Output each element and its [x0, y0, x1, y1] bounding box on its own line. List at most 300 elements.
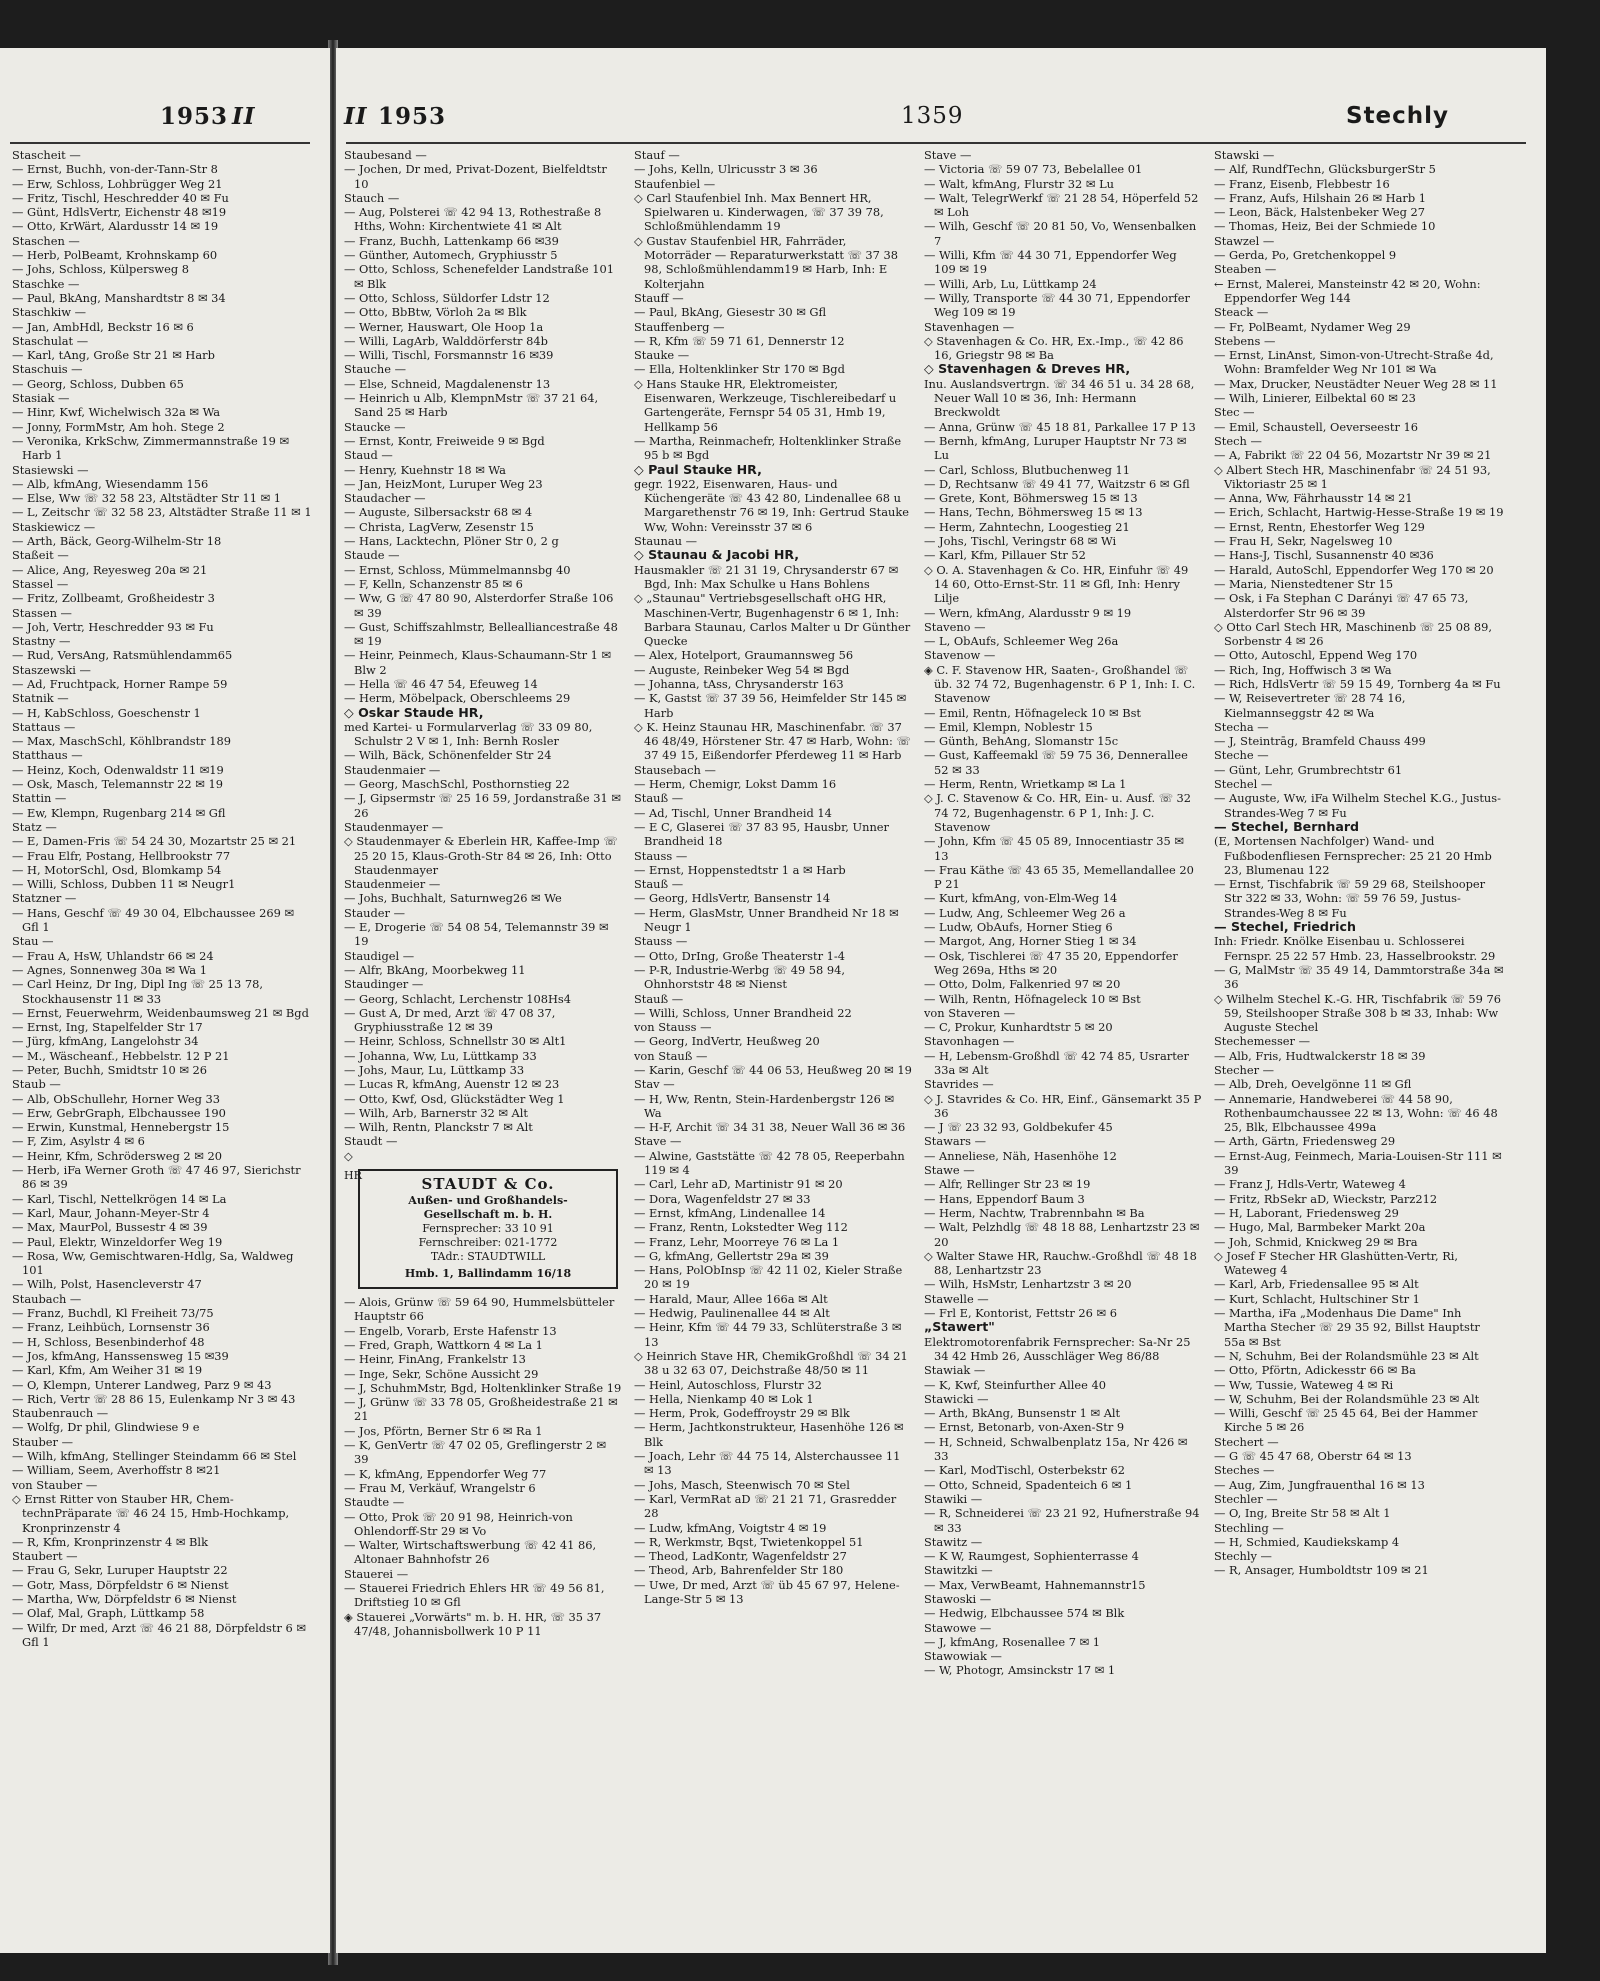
directory-entry: — Otto, DrIng, Große Theaterstr 1-4	[634, 948, 845, 963]
right-header-rule	[346, 142, 1526, 144]
directory-entry: ◇ K. Heinz Staunau HR, Maschinenfabr. ☏ 37 46 48/49, Hörstener Str. 47 ✉ Harb, Wohn: ☏ 37 49 15, Eißendorfer Pferdeweg 11 ✉ Harb	[634, 719, 911, 763]
surname-heading: Stassel —	[12, 576, 69, 591]
directory-entry: — Lucas R, kfmAng, Auenstr 12 ✉ 23	[344, 1077, 560, 1092]
directory-entry: — Gust A, Dr med, Arzt ☏ 47 08 37, Gryphiusstraße 12 ✉ 39	[344, 1005, 556, 1035]
directory-entry: — Wilh, Arb, Barnerstr 32 ✉ Alt	[344, 1105, 528, 1120]
directory-block	[344, 820, 622, 877]
directory-block	[924, 1292, 1202, 1321]
directory-entry: — K W, Raumgest, Sophienterrasse 4	[924, 1549, 1139, 1564]
directory-entry: — Emil, Schaustell, Oeverseestr 16	[1214, 419, 1419, 434]
surname-heading: Stauche —	[344, 362, 406, 377]
ad-title: STAUDT & Co.	[421, 1175, 555, 1194]
surname-heading: Staudenmayer —	[344, 819, 444, 834]
directory-entry: ◇ Albert Stech HR, Maschinenfabr ☏ 24 51 93, Viktoriastr 25 ✉ 1	[1214, 462, 1491, 491]
directory-entry: — Inge, Sekr, Schöne Aussicht 29	[344, 1366, 539, 1381]
directory-entry: — Rich, Ing, Hoffwisch 3 ✉ Wa	[1214, 662, 1392, 677]
directory-block	[344, 1567, 622, 1638]
directory-entry: — Franz, Buchdl, Kl Freiheit 73/75	[12, 1306, 214, 1321]
directory-entry: — H, Schmied, Kaudiekskamp 4	[1214, 1534, 1400, 1549]
directory-entry: — Ernst, Feuerwehrm, Weidenbaumsweg 21 ✉ Bgd	[12, 1005, 309, 1020]
directory-entry: — Rich, Vertr ☏ 28 86 15, Eulenkamp Nr 3 ✉ 43	[12, 1391, 296, 1406]
directory-block	[924, 1563, 1202, 1592]
directory-entry: — Frau Elfr, Postang, Hellbrookstr 77	[12, 848, 231, 863]
surname-heading: Staschkiw —	[12, 305, 87, 320]
directory-entry: — Olaf, Mal, Graph, Lüttkamp 58	[12, 1606, 205, 1621]
surname-heading: Stauß —	[634, 791, 684, 806]
directory-entry: — Karl, ModTischl, Osterbekstr 62	[924, 1463, 1126, 1478]
directory-entry: — Walt, kfmAng, Flurstr 32 ✉ Lu	[924, 176, 1114, 191]
directory-entry: — Harald, Maur, Allee 166a ✉ Alt	[634, 1291, 828, 1306]
directory-entry: — Frau M, Verkäuf, Wrangelstr 6	[344, 1480, 536, 1495]
directory-entry: — Ww, G ☏ 47 80 90, Alsterdorfer Straße 106 ✉ 39	[344, 591, 614, 620]
directory-entry: — Günt, Lehr, Grumbrechtstr 61	[1214, 762, 1403, 777]
left-page-header	[0, 103, 330, 143]
directory-entry: Elektromotorenfabrik Fernsprecher: Sa-Nr 25 34 42 Hmb 26, Ausschläger Weg 86/88	[924, 1334, 1191, 1363]
directory-entry: — Frl E, Kontorist, Fettstr 26 ✉ 6	[924, 1306, 1117, 1321]
surname-heading: Stastny —	[12, 634, 71, 649]
directory-entry: — Otto, Schloss, Süldorfer Ldstr 12	[344, 290, 550, 305]
directory-entry: — Osk, i Fa Stephan C Darányi ☏ 47 65 73, Alsterdorfer Str 96 ✉ 39	[1214, 591, 1469, 620]
directory-entry: — Kurt, kfmAng, von-Elm-Weg 14	[924, 891, 1118, 906]
directory-entry: — Heinr, Schloss, Schnellstr 30 ✉ Alt1	[344, 1034, 567, 1049]
directory-entry: — J, Gipsermstr ☏ 25 16 59, Jordanstraße 31 ✉ 26	[344, 791, 621, 820]
directory-block	[12, 362, 312, 391]
directory-block	[12, 577, 312, 606]
directory-entry: — M., Wäscheanf., Hebbelstr. 12 P 21	[12, 1048, 230, 1063]
directory-block	[1214, 1492, 1504, 1521]
directory-entry: (E, Mortensen Nachfolger) Wand- und Fußbodenfliesen Fernsprecher: 25 21 20 Hmb 23, Blumenau 122	[1214, 834, 1492, 877]
directory-entry: — L, ObAufs, Schleemer Weg 26a	[924, 634, 1119, 649]
directory-entry: — Otto, Kwf, Osd, Glückstädter Weg 1	[344, 1091, 565, 1106]
directory-entry: — Ludw, ObAufs, Horner Stieg 6	[924, 920, 1113, 935]
directory-entry: — Willi, Schloss, Dubben 11 ✉ Neugr1	[12, 877, 236, 892]
directory-block	[12, 1549, 312, 1649]
firm-name: ◇ Oskar Staude HR,	[344, 704, 484, 720]
directory-entry: — G, kfmAng, Gellertstr 29a ✉ 39	[634, 1248, 829, 1263]
directory-entry: — Karl, VermRat aD ☏ 21 21 71, Grasredder 28	[634, 1491, 897, 1521]
directory-entry: — Willi, Geschf ☏ 25 45 64, Bei der Hammer Kirche 5 ✉ 26	[1214, 1406, 1478, 1435]
directory-entry: — H, Laborant, Friedensweg 29	[1214, 1205, 1399, 1220]
surname-heading: Staucke —	[344, 419, 406, 434]
directory-entry: — Jonny, FormMstr, Am hoh. Stege 2	[12, 419, 225, 434]
directory-block	[924, 1363, 1202, 1392]
directory-block	[12, 691, 312, 720]
directory-entry: — Ernst, Schloss, Mümmelmannsbg 40	[344, 562, 571, 577]
directory-entry: — Wilh, Linierer, Eilbektal 60 ✉ 23	[1214, 391, 1416, 406]
directory-block	[12, 720, 312, 749]
directory-entry: — Johs, Tischl, Veringstr 68 ✉ Wi	[924, 534, 1117, 549]
surname-heading: Statzner —	[12, 891, 77, 906]
surname-heading: Staudacher —	[344, 491, 426, 506]
directory-entry: — H-F, Archit ☏ 34 31 38, Neuer Wall 36 ✉ 36	[634, 1120, 906, 1135]
directory-entry: ◇ J. Stavrides & Co. HR, Einf., Gänsemarkt 35 P 36	[924, 1091, 1202, 1120]
directory-entry: — Paul, Elektr, Winzeldorfer Weg 19	[12, 1234, 223, 1249]
directory-entry: — Ww, Tussie, Wateweg 4 ✉ Ri	[1214, 1377, 1394, 1392]
directory-entry: — Auguste, Silbersackstr 68 ✉ 4	[344, 505, 533, 520]
surname-heading: Stecha —	[1214, 719, 1269, 734]
directory-block	[12, 520, 312, 549]
directory-entry: — K, Kwf, Steinfurther Allee 40	[924, 1377, 1106, 1392]
firm-name: ◇ Stavenhagen & Dreves HR,	[924, 361, 1131, 377]
surname-heading: Staschuis —	[12, 362, 83, 377]
surname-heading: Stauss —	[634, 934, 688, 949]
surname-heading: Staub —	[12, 1077, 61, 1092]
directory-entry: — Veronika, KrkSchw, Zimmermannstraße 19 ✉ Harb 1	[12, 433, 290, 463]
surname-heading: Stauß —	[634, 877, 684, 892]
surname-heading: Stawowe —	[924, 1620, 992, 1635]
directory-entry: — Wilh, Bäck, Schönenfelder Str 24	[344, 748, 552, 763]
directory-entry: — Aug, Zim, Jungfrauenthal 16 ✉ 13	[1214, 1477, 1425, 1492]
surname-heading: Staskiewicz —	[12, 519, 96, 534]
directory-entry: — Thomas, Heiz, Bei der Schmiede 10	[1214, 219, 1436, 234]
directory-entry: ◇ Otto Carl Stech HR, Maschinenb ☏ 25 08 89, Sorbenstr 4 ✉ 26	[1214, 619, 1492, 649]
directory-entry: — Otto, BbBtw, Vörloh 2a ✉ Blk	[344, 305, 527, 320]
surname-heading: Staubesand —	[344, 148, 427, 162]
directory-entry: — Emil, Rentn, Höfnageleck 10 ✉ Bst	[924, 705, 1141, 720]
directory-block	[344, 977, 622, 1134]
directory-entry: — E, Damen-Fris ☏ 54 24 30, Mozartstr 25 ✉ 21	[12, 834, 297, 849]
directory-entry: — Herm, Prok, Godeffroystr 29 ✉ Blk	[634, 1406, 850, 1421]
directory-entry: ◇ Wilhelm Stechel K.-G. HR, Tischfabrik ☏ 59 76 59, Steilshooper Straße 308 b ✉ 33, Inhab: Ww Auguste Stechel	[1214, 991, 1502, 1035]
directory-entry: — Wern, kfmAng, Alardusstr 9 ✉ 19	[924, 605, 1132, 620]
directory-entry: — H, Ww, Rentn, Stein-Hardenbergstr 126 ✉ Wa	[634, 1091, 894, 1120]
surname-heading: Stawski —	[1214, 148, 1275, 162]
directory-entry: ◈ Stauerei „Vorwärts" m. b. H. HR, ☏ 35 37 47/48, Johannisbollwerk 10 P 11	[344, 1609, 602, 1638]
directory-entry: — L, Zeitschr ☏ 32 58 23, Altstädter Straße 11 ✉ 1	[12, 505, 312, 520]
surname-heading: Stawe —	[924, 1163, 975, 1178]
directory-entry: — Engelb, Vorarb, Erste Hafenstr 13	[344, 1323, 557, 1338]
directory-entry: — Georg, Schloss, Dubben 65	[12, 376, 184, 391]
directory-entry: ◇ „Staunau" Vertriebsgesellschaft oHG HR, Maschinen-Vertr, Bugenhagenstr 6 ✉ 1, Inh: Barbara Staunau, Carlos Malter u Dr Günther Quecke	[634, 591, 911, 649]
directory-entry: — William, Seem, Averhoffstr 8 ✉21	[12, 1463, 221, 1478]
directory-entry: — Rich, HdlsVertr ☏ 59 15 49, Tornberg 4a ✉ Fu	[1214, 676, 1501, 691]
surname-heading: Stec —	[1214, 405, 1255, 420]
directory-entry: — Joh, Schmid, Knickweg 29 ✉ Bra	[1214, 1234, 1418, 1249]
directory-entry: — Alb, Dreh, Oevelgönne 11 ✉ Gfl	[1214, 1077, 1412, 1092]
directory-entry: — N, Schuhm, Bei der Rolandsmühle 23 ✉ Alt	[1214, 1348, 1479, 1363]
directory-block	[344, 548, 622, 705]
directory-block	[1214, 334, 1504, 405]
directory-entry: — Herm, Nachtw, Trabrennbahn ✉ Ba	[924, 1205, 1145, 1220]
directory-entry: — Hedwig, Paulinenallee 44 ✉ Alt	[634, 1306, 830, 1321]
surname-heading: Stawitzki —	[924, 1563, 993, 1578]
directory-block	[344, 906, 622, 949]
directory-entry: — Herm, Chemigr, Lokst Damm 16	[634, 777, 837, 792]
directory-entry: — Ad, Tischl, Unner Brandheid 14	[634, 805, 832, 820]
directory-entry: — Alois, Grünw ☏ 59 64 90, Hummelsbütteler Hauptstr 66	[344, 1295, 615, 1324]
directory-entry: — Martha, Reinmachefr, Holtenklinker Straße 95 b ✉ Bgd	[634, 433, 902, 463]
directory-block	[344, 706, 622, 763]
directory-block	[634, 1049, 912, 1078]
directory-entry: — O, Klempn, Unterer Landweg, Parz 9 ✉ 43	[12, 1377, 272, 1392]
directory-block	[634, 148, 912, 177]
directory-entry: — Willi, LagArb, Walddörferstr 84b	[344, 333, 548, 348]
directory-entry: — Ew, Klempn, Rugenbarg 214 ✉ Gfl	[12, 805, 226, 820]
directory-entry: — Emil, Klempn, Noblestr 15	[924, 719, 1093, 734]
directory-block	[12, 820, 312, 891]
surname-heading: Stauff —	[634, 290, 684, 305]
surname-heading: Staubach —	[12, 1291, 82, 1306]
directory-block	[924, 1034, 1202, 1077]
directory-block	[1214, 434, 1504, 720]
directory-entry: — Else, Ww ☏ 32 58 23, Altstädter Str 11 ✉ 1	[12, 491, 282, 506]
directory-entry: — Max, VerwBeamt, Hahnemannstr15	[924, 1577, 1146, 1592]
firm-name: ◇ Paul Stauke HR,	[634, 461, 762, 477]
directory-block	[634, 992, 912, 1021]
left-header-numeral: II	[232, 103, 256, 130]
directory-block	[12, 606, 312, 635]
directory-entry: — Wilh, Rentn, Höfnageleck 10 ✉ Bst	[924, 991, 1141, 1006]
surname-heading: Staschke —	[12, 276, 80, 291]
directory-entry: — Karl, Maur, Johann-Meyer-Str 4	[12, 1205, 210, 1220]
directory-entry: — Joh, Vertr, Heschredder 93 ✉ Fu	[12, 619, 214, 634]
surname-heading: Stauß —	[634, 991, 684, 1006]
directory-entry: Hausmakler ☏ 21 31 19, Chrysanderstr 67 ✉ Bgd, Inh: Max Schulke u Hans Bohlens	[634, 562, 899, 591]
directory-entry: — Herm, Jachtkonstrukteur, Hasenhöhe 126 ✉ Blk	[634, 1420, 904, 1449]
directory-block	[1214, 262, 1504, 305]
directory-entry: — P-R, Industrie-Werbg ☏ 49 58 94, Ohnhorststr 48 ✉ Nienst	[634, 962, 846, 992]
directory-entry: — Willi, Arb, Lu, Lüttkamp 24	[924, 276, 1097, 291]
directory-entry: — Else, Schneid, Magdalenenstr 13	[344, 376, 551, 391]
directory-entry: — Alb, Fris, Hudtwalckerstr 18 ✉ 39	[1214, 1048, 1426, 1063]
directory-block	[12, 548, 312, 577]
directory-block	[344, 148, 622, 191]
surname-heading: Stavonhagen —	[924, 1034, 1015, 1049]
surname-heading: Staßeit —	[12, 548, 69, 563]
directory-entry: — Ernst, Ing, Stapelfelder Str 17	[12, 1020, 203, 1035]
directory-entry: — Arth, BkAng, Bunsenstr 1 ✉ Alt	[924, 1406, 1121, 1421]
directory-entry: — John, Kfm ☏ 45 05 89, Innocentiastr 35 ✉ 13	[924, 834, 1184, 863]
surname-heading: Staudt —	[344, 1134, 398, 1149]
directory-block	[924, 1649, 1202, 1678]
directory-entry: — Frau G, Sekr, Luruper Hauptstr 22	[12, 1563, 228, 1578]
directory-entry: — Max, Drucker, Neustädter Neuer Weg 28 ✉ 11	[1214, 376, 1498, 391]
directory-entry: — Alex, Hotelport, Graumannsweg 56	[634, 648, 854, 663]
directory-entry: — Ernst, Betonarb, von-Axen-Str 9	[924, 1420, 1125, 1435]
directory-entry: — Johs, Buchhalt, Saturnweg26 ✉ We	[344, 891, 562, 906]
directory-entry: — Hans, Lacktechn, Plöner Str 0, 2 g	[344, 534, 559, 549]
page-number: 1359	[901, 103, 964, 129]
directory-entry: — Theod, Arb, Bahrenfelder Str 180	[634, 1563, 844, 1578]
directory-entry: — Herm, GlasMstr, Unner Brandheid Nr 18 ✉ Neugr 1	[634, 905, 899, 935]
directory-block	[1214, 405, 1504, 434]
directory-block	[924, 620, 1202, 649]
directory-block	[1214, 1463, 1504, 1492]
directory-block	[1214, 148, 1504, 234]
directory-entry: — Fritz, RbSekr aD, Wieckstr, Parz212	[1214, 1191, 1438, 1206]
directory-block	[1214, 820, 1504, 920]
directory-entry: — Heinz, Koch, Odenwaldstr 11 ✉19	[12, 762, 224, 777]
directory-block	[634, 1020, 912, 1049]
directory-entry: — Hans, PolObInsp ☏ 42 11 02, Kieler Straße 20 ✉ 19	[634, 1263, 903, 1292]
directory-entry: — Fred, Graph, Wattkorn 4 ✉ La 1	[344, 1337, 543, 1352]
directory-entry: — Otto, KrWärt, Alardusstr 14 ✉ 19	[12, 219, 219, 234]
directory-entry: — E C, Glaserei ☏ 37 83 95, Hausbr, Unner Brandheid 18	[634, 819, 889, 849]
directory-entry: — Franz, Eisenb, Flebbestr 16	[1214, 176, 1390, 191]
surname-heading: Stauss —	[634, 848, 688, 863]
directory-entry: — W, Schuhm, Bei der Rolandsmühle 23 ✉ Alt	[1214, 1391, 1480, 1406]
directory-entry: — Frau A, HsW, Uhlandstr 66 ✉ 24	[12, 948, 214, 963]
directory-entry: — Jan, AmbHdl, Beckstr 16 ✉ 6	[12, 319, 194, 334]
directory-entry: — J, SchuhmMstr, Bgd, Holtenklinker Straße 19	[344, 1380, 622, 1395]
right-column-1	[344, 148, 622, 1933]
firm-name: — Stechel, Bernhard	[1214, 818, 1360, 834]
right-header-numeral: II	[344, 103, 368, 130]
directory-entry: — Karl, Kfm, Pillauer Str 52	[924, 548, 1086, 563]
directory-entry: — Willi, Kfm ☏ 44 30 71, Eppendorfer Weg 109 ✉ 19	[924, 248, 1177, 277]
directory-entry: — Victoria ☏ 59 07 73, Bebelallee 01	[924, 162, 1143, 177]
directory-entry: — Karl, Tischl, Nettelkrögen 14 ✉ La	[12, 1191, 227, 1206]
directory-block	[344, 1295, 622, 1495]
surname-heading: Stechling —	[1214, 1520, 1284, 1535]
firm-name: „Stawert"	[924, 1319, 995, 1335]
directory-entry: — Jos, Pförtn, Berner Str 6 ✉ Ra 1	[344, 1423, 543, 1438]
surname-heading: Stave —	[924, 148, 972, 162]
directory-entry: — Hedwig, Elbchaussee 574 ✉ Blk	[924, 1606, 1125, 1621]
ad-hr-label: HR	[344, 1168, 362, 1182]
surname-heading: Stau —	[12, 934, 54, 949]
directory-block	[12, 748, 312, 791]
directory-entry: — Jos, kfmAng, Hanssensweg 15 ✉39	[12, 1348, 229, 1363]
surname-heading: Stechel —	[1214, 777, 1273, 792]
directory-entry: — Karl, Kfm, Am Weiher 31 ✉ 19	[12, 1363, 203, 1378]
directory-entry: — Johs, Kelln, Ulricusstr 3 ✉ 36	[634, 162, 818, 177]
ad-address: Hmb. 1, Ballindamm 16/18	[404, 1267, 572, 1281]
directory-entry: — Fritz, Tischl, Heschredder 40 ✉ Fu	[12, 190, 229, 205]
directory-entry: — Max, MaschSchl, Köhlbrandstr 189	[12, 734, 231, 749]
surname-heading: Staubenrauch —	[12, 1406, 109, 1421]
directory-entry: — Wilfr, Dr med, Arzt ☏ 46 21 88, Dörpfeldstr 6 ✉ Gfl 1	[12, 1620, 306, 1649]
directory-block	[344, 420, 622, 449]
directory-entry: — Hans-J, Tischl, Susannenstr 40 ✉36	[1214, 548, 1434, 563]
directory-entry: — Otto, Autoschl, Eppend Weg 170	[1214, 648, 1418, 663]
surname-heading: Stawitz —	[924, 1534, 983, 1549]
directory-entry: — Anna, Grünw ☏ 45 18 81, Parkallee 17 P 13	[924, 419, 1196, 434]
surname-heading: Staude —	[344, 548, 400, 563]
directory-entry: ◇ Josef F Stecher HR Glashütten-Vertr, Ri, Wateweg 4	[1214, 1248, 1459, 1278]
directory-entry: — Arth, Bäck, Georg-Wilhelm-Str 18	[12, 534, 222, 549]
directory-block	[344, 1495, 622, 1566]
directory-entry: — Stauerei Friedrich Ehlers HR ☏ 49 56 81, Driftstieg 10 ✉ Gfl	[344, 1581, 605, 1610]
directory-entry: — Günt, HdlsVertr, Eichenstr 48 ✉19	[12, 205, 227, 220]
directory-entry: — Erw, GebrGraph, Elbchaussee 190	[12, 1105, 226, 1120]
directory-entry: — Herm, Rentn, Wrietkamp ✉ La 1	[924, 777, 1127, 792]
directory-entry: — Franz J, Hdls-Vertr, Wateweg 4	[1214, 1177, 1406, 1192]
directory-entry: — Herb, iFa Werner Groth ☏ 47 46 97, Sierichstr 86 ✉ 39	[12, 1163, 301, 1192]
directory-entry: — Wilh, Geschf ☏ 20 81 50, Vo, Wensenbalken 7	[924, 219, 1197, 248]
surname-heading: Steack —	[1214, 305, 1269, 320]
directory-entry: — Jürg, kfmAng, Langelohstr 34	[12, 1034, 199, 1049]
directory-entry: — Wolfg, Dr phil, Glindwiese 9 e	[12, 1420, 200, 1435]
directory-entry: — Wilh, Polst, Hasencleverstr 47	[12, 1277, 202, 1292]
directory-entry: — Walt, Pelzhdlg ☏ 48 18 88, Lenhartzstr 23 ✉ 20	[924, 1220, 1200, 1249]
directory-block	[924, 1492, 1202, 1535]
directory-block	[12, 463, 312, 520]
directory-block	[12, 391, 312, 462]
directory-entry: — Leon, Bäck, Halstenbeker Weg 27	[1214, 205, 1425, 220]
ad-block	[344, 1149, 622, 1289]
directory-block	[12, 1478, 312, 1549]
directory-block	[12, 234, 312, 277]
directory-entry: ◈ C. F. Stavenow HR, Saaten-, Großhandel ☏ üb. 32 74 72, Bugenhagenstr. 6 P 1, Inh: I. C. Stavenow	[924, 662, 1196, 706]
surname-heading: Stave —	[634, 1134, 682, 1149]
directory-block	[634, 791, 912, 848]
right-column-2	[634, 148, 912, 1933]
header-keyword: Stechly	[1346, 103, 1450, 129]
surname-heading: Stechler —	[1214, 1491, 1278, 1506]
directory-block	[634, 1134, 912, 1606]
right-header-year: 1953	[378, 103, 447, 130]
surname-heading: Stechert —	[1214, 1434, 1279, 1449]
directory-entry: — Auguste, Reinbeker Weg 54 ✉ Bgd	[634, 662, 850, 677]
directory-entry: — Ad, Fruchtpack, Horner Rampe 59	[12, 676, 228, 691]
surname-heading: Staudinger —	[344, 977, 424, 992]
directory-block	[1214, 1435, 1504, 1464]
directory-entry: — Dora, Wagenfeldstr 27 ✉ 33	[634, 1191, 811, 1206]
left-column	[12, 148, 312, 1933]
directory-entry: — Bernh, kfmAng, Luruper Hauptstr Nr 73 ✉ Lu	[924, 433, 1187, 463]
directory-entry: — Franz, Leihbüch, Lornsenstr 36	[12, 1320, 210, 1335]
directory-entry: — C, Prokur, Kunhardtstr 5 ✉ 20	[924, 1020, 1113, 1035]
directory-entry: — Hella, Nienkamp 40 ✉ Lok 1	[634, 1391, 814, 1406]
directory-entry: — Harald, AutoSchl, Eppendorfer Weg 170 ✉ 20	[1214, 562, 1494, 577]
directory-block	[12, 1077, 312, 1291]
surname-heading: Stauffenberg —	[634, 319, 725, 334]
directory-entry: — Hans, Eppendorf Baum 3	[924, 1191, 1085, 1206]
directory-entry: — Ernst, Kontr, Freiweide 9 ✉ Bgd	[344, 433, 545, 448]
surname-heading: Stauber —	[12, 1434, 73, 1449]
ad-marker: ◇	[344, 1148, 353, 1163]
directory-entry: — Carl, Schloss, Blutbuchenweg 11	[924, 462, 1131, 477]
directory-entry: — Gerda, Po, Gretchenkoppel 9	[1214, 248, 1397, 263]
directory-entry: — Margot, Ang, Horner Stieg 1 ✉ 34	[924, 934, 1137, 949]
directory-entry: med Kartei- u Formularverlag ☏ 33 09 80, Schulstr 2 V ✉ 1, Inh: Bernh Rosler	[344, 719, 593, 749]
directory-entry: — Heinr, FinAng, Frankelstr 13	[344, 1352, 526, 1367]
directory-entry: — Anneliese, Näh, Hasenhöhe 12	[924, 1148, 1117, 1163]
directory-entry: — Werner, Hauswart, Ole Hoop 1a	[344, 319, 544, 334]
firm-name: — Stechel, Friedrich	[1214, 919, 1356, 935]
directory-entry: — Auguste, Ww, iFa Wilhelm Stechel K.G., Justus-Strandes-Weg 7 ✉ Fu	[1214, 791, 1501, 820]
directory-entry: — Erich, Schlacht, Hartwig-Hesse-Straße 19 ✉ 19	[1214, 505, 1504, 520]
surname-heading: Staufenbiel —	[634, 176, 716, 191]
directory-entry: ◇ O. A. Stavenhagen & Co. HR, Einfuhr ☏ 49 14 60, Otto-Ernst-Str. 11 ✉ Gfl, Inh: Henry Lilje	[924, 562, 1189, 606]
directory-block	[634, 463, 912, 534]
surname-heading: Stechemesser —	[1214, 1034, 1311, 1049]
directory-entry: — Ernst-Aug, Feinmech, Maria-Louisen-Str 111 ✉ 39	[1214, 1148, 1502, 1178]
directory-block	[344, 877, 622, 906]
directory-entry: — Alf, RundfTechn, GlücksburgerStr 5	[1214, 162, 1436, 177]
directory-block	[924, 1592, 1202, 1621]
surname-heading: Staunau —	[634, 534, 697, 549]
left-header-rule	[10, 142, 310, 144]
directory-entry: ◇ Ernst Ritter von Stauber HR, Chem-technPräparate ☏ 46 24 15, Hmb-Hochkamp, Kronprinzenstr 4	[12, 1491, 290, 1535]
directory-entry: ← Ernst, Malerei, Mansteinstr 42 ✉ 20, Wohn: Eppendorfer Weg 144	[1214, 276, 1481, 305]
directory-entry: — Martha, Ww, Dörpfeldstr 6 ✉ Nienst	[12, 1591, 237, 1606]
surname-heading: Stawzel —	[1214, 233, 1275, 248]
directory-entry: — Paul, BkAng, Manshardtstr 8 ✉ 34	[12, 290, 226, 305]
directory-entry: — R, Kfm ☏ 59 71 61, Dennerstr 12	[634, 333, 845, 348]
directory-entry: — Henry, Kuehnstr 18 ✉ Wa	[344, 462, 506, 477]
directory-entry: — Carl Heinz, Dr Ing, Dipl Ing ☏ 25 13 78, Stockhausenstr 11 ✉ 33	[12, 977, 263, 1006]
directory-entry: — H, Lebensm-Großhdl ☏ 42 74 85, Usrarter 33a ✉ Alt	[924, 1048, 1189, 1077]
directory-block	[1214, 1549, 1504, 1578]
directory-entry: — Alice, Ang, Reyesweg 20a ✉ 21	[12, 562, 208, 577]
surname-heading: Stattin —	[12, 791, 67, 806]
ad-line: Außen- und Großhandels-	[408, 1194, 568, 1208]
surname-heading: Stechly —	[1214, 1549, 1272, 1564]
directory-entry: — H, MotorSchl, Osd, Blomkamp 54	[12, 862, 222, 877]
directory-entry: — Ludw, Ang, Schleemer Weg 26 a	[924, 905, 1126, 920]
